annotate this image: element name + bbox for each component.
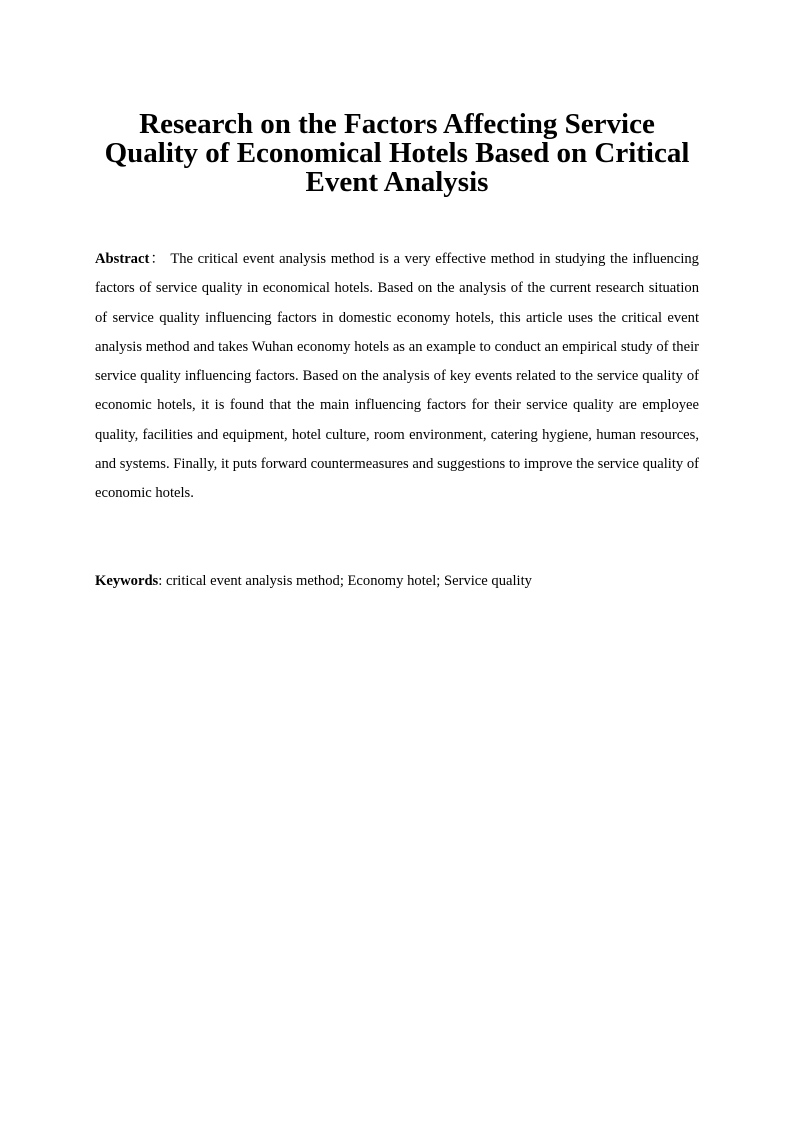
abstract-separator: ： [149,251,166,267]
keywords-separator: : [158,573,163,589]
keywords-line [95,567,699,596]
abstract-label: Abstract [95,251,150,267]
keywords-label: Keywords [95,573,159,589]
abstract-text: The critical event analysis method is a very effective method in studying the influencing factors of service quality in economical hotels. Based on the analysis of the current research situation of service quality influencing factors in domestic economy hotels, this article uses the critical event analysis method and takes Wuhan economy hotels as an example to conduct an empirical study of their service quality influencing factors. Based on the analysis of key events related to the service quality of economic hotels, it is found that the main influencing factors for their service quality are employee quality, facilities and equipment, hotel culture, room environment, catering hygiene, human resources, and systems. Finally, it puts forward countermeasures and suggestions to improve the service quality of economic hotels. [95,251,699,502]
abstract-paragraph [95,245,699,509]
paper-title: Research on the Factors Affecting Service Quality of Economical Hotels Based on Critical Event Analysis [104,108,690,198]
keywords-text: critical event analysis method; Economy hotel; Service quality [165,573,532,589]
